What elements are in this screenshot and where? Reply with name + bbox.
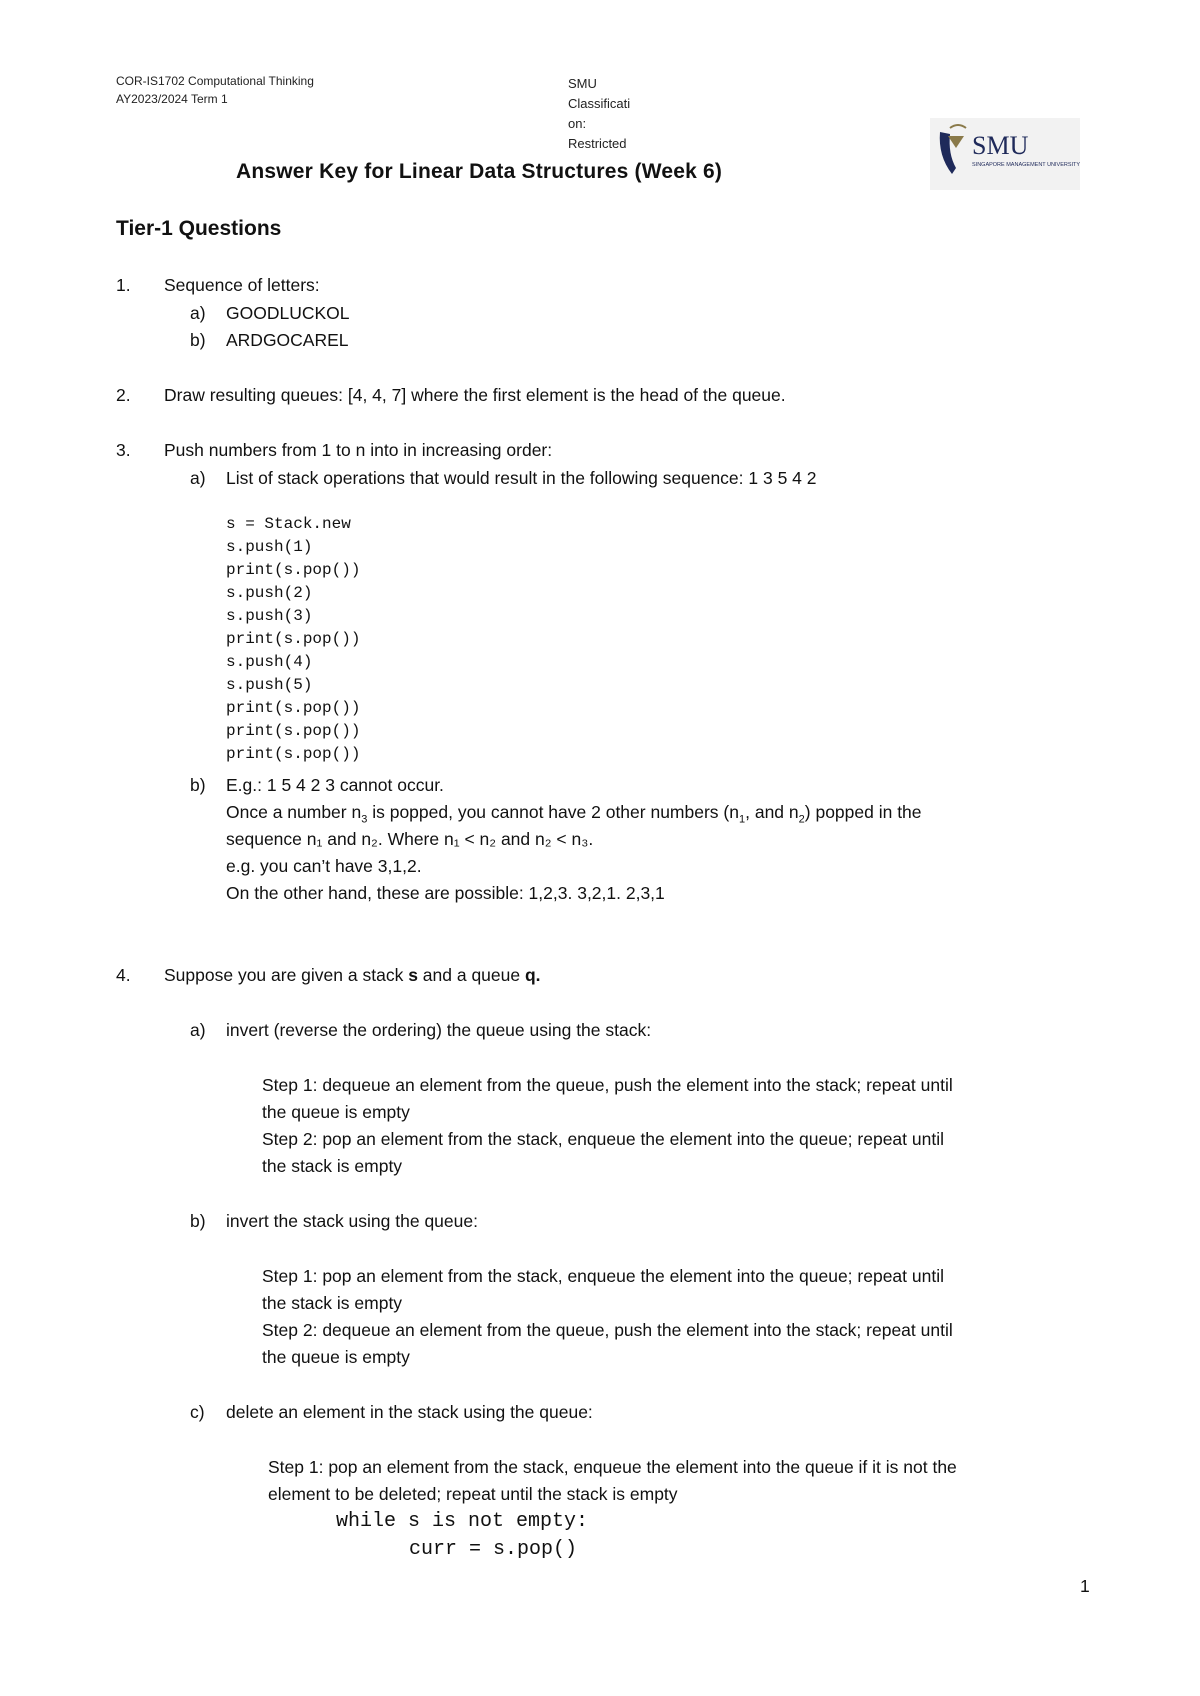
step-text: the queue is empty — [262, 1102, 410, 1122]
text-run: is popped, you cannot have 2 other numbers (n — [367, 802, 739, 822]
subscript: 2 — [798, 813, 805, 826]
item-text: GOODLUCKOL — [226, 303, 350, 323]
question-number: 4. — [116, 965, 131, 985]
item-label: b) — [190, 775, 206, 795]
item-label: a) — [190, 468, 206, 488]
subscript: 1 — [738, 813, 746, 826]
course-term: AY2023/2024 Term 1 — [116, 92, 228, 106]
question-text: Draw resulting queues: [4, 4, 7] where the first element is the head of the queue. — [164, 385, 786, 405]
item-label: c) — [190, 1402, 205, 1422]
item-text: invert (reverse the ordering) the queue using the stack: — [226, 1020, 652, 1040]
text-run: and a queue — [417, 965, 525, 985]
smu-logo — [930, 118, 1080, 190]
page-title: Answer Key for Linear Data Structures (Week 6) — [236, 160, 723, 183]
section-heading: Tier-1 Questions — [116, 217, 282, 240]
question-text — [164, 962, 541, 989]
subscript: 3 — [361, 813, 368, 826]
item-text — [226, 799, 922, 826]
code-line: s.push(4) — [226, 653, 313, 671]
queue-var: q. — [524, 965, 541, 985]
step-text: Step 2: pop an element from the stack, enqueue the element into the queue; repeat until — [262, 1129, 944, 1149]
item-text: invert the stack using the queue: — [226, 1211, 478, 1231]
text-run: Once a number n — [226, 802, 362, 822]
item-text: E.g.: 1 5 4 2 3 cannot occur. — [226, 775, 444, 795]
course-title: COR-IS1702 Computational Thinking — [116, 74, 314, 88]
code-line: while s is not empty: — [336, 1510, 589, 1533]
step-text: Step 1: pop an element from the stack, enqueue the element into the queue; repeat until — [262, 1266, 944, 1286]
code-line: print(s.pop()) — [226, 699, 361, 717]
text-run: , and n — [745, 802, 799, 822]
item-text: e.g. you can’t have 3,1,2. — [226, 856, 422, 876]
question-number: 1. — [116, 275, 131, 295]
item-label: b) — [190, 330, 206, 350]
question-number: 3. — [116, 440, 131, 460]
page-number: 1 — [1080, 1576, 1090, 1596]
item-label: a) — [190, 1020, 206, 1040]
item-text: delete an element in the stack using the queue: — [226, 1402, 593, 1422]
item-text: List of stack operations that would result in the following sequence: 1 3 5 4 2 — [226, 468, 817, 488]
text-run: Suppose you are given a stack — [164, 965, 409, 985]
item-text: ARDGOCAREL — [226, 330, 349, 350]
item-label: a) — [190, 303, 206, 323]
code-line: s = Stack.new — [226, 515, 351, 533]
stack-var: s — [408, 965, 418, 985]
code-line: print(s.pop()) — [226, 745, 361, 763]
logo-text: SMU — [972, 131, 1029, 160]
item-label: b) — [190, 1211, 206, 1231]
code-line: s.push(5) — [226, 676, 313, 694]
text-run: ) popped in the — [804, 802, 922, 822]
logo-subtext: SINGAPORE MANAGEMENT UNIVERSITY — [972, 162, 1080, 168]
classification-line: on: — [568, 116, 587, 131]
code-line: s.push(1) — [226, 538, 313, 556]
item-text: sequence n₁ and n₂. Where n₁ < n₂ and n₂ < n₃. — [226, 829, 594, 849]
code-line: print(s.pop()) — [226, 722, 361, 740]
question-number: 2. — [116, 385, 131, 405]
step-text: the stack is empty — [262, 1293, 403, 1313]
code-line: s.push(3) — [226, 607, 313, 625]
classification-line: SMU — [568, 76, 597, 91]
step-text: element to be deleted; repeat until the stack is empty — [268, 1484, 678, 1504]
step-text: Step 2: dequeue an element from the queue, push the element into the stack; repeat until — [262, 1320, 953, 1340]
step-text: Step 1: dequeue an element from the queue, push the element into the stack; repeat until — [262, 1075, 953, 1095]
code-line: s.push(2) — [226, 584, 313, 602]
step-text: the stack is empty — [262, 1156, 403, 1176]
question-text: Sequence of letters: — [164, 275, 320, 295]
code-line: curr = s.pop() — [409, 1538, 578, 1561]
code-line: print(s.pop()) — [226, 561, 361, 579]
classification-line: Restricted — [568, 136, 627, 151]
classification-label — [568, 74, 658, 154]
item-text: On the other hand, these are possible: 1,2,3. 3,2,1. 2,3,1 — [226, 883, 665, 903]
step-text: the queue is empty — [262, 1347, 410, 1367]
code-block — [226, 490, 360, 789]
classification-line: Classificati — [568, 96, 631, 111]
code-line: print(s.pop()) — [226, 630, 361, 648]
step-text: Step 1: pop an element from the stack, enqueue the element into the queue if it is not the — [268, 1457, 957, 1477]
question-text: Push numbers from 1 to n into in increasing order: — [164, 440, 553, 460]
